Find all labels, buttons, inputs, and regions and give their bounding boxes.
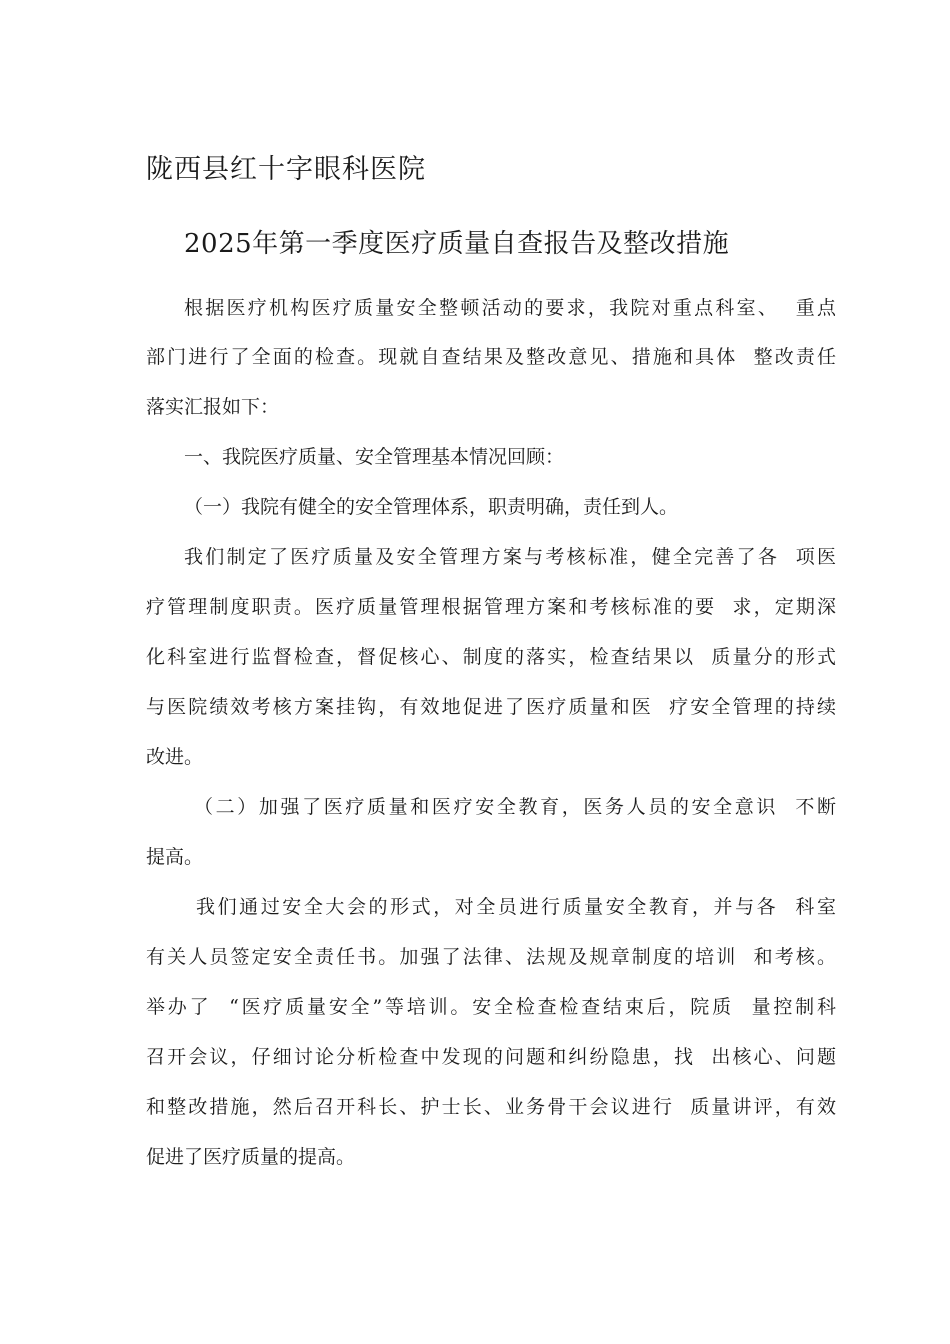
- section-heading: 一、我院医疗质量、安全管理基本情况回顾：: [184, 446, 565, 468]
- paragraph-line: 部门进行了全面的检查。现就自查结果及整改意见、措施和具体 整改责任: [146, 346, 836, 368]
- paragraph-line: 和整改措施，然后召开科长、护士长、业务骨干会议进行 质量讲评，有效: [146, 1096, 836, 1118]
- paragraph-line: 疗管理制度职责。医疗质量管理根据管理方案和考核标准的要 求，定期深: [146, 596, 836, 618]
- subsection-heading-continued: 提高。: [146, 846, 204, 868]
- paragraph-line: 召开会议，仔细讨论分析检查中发现的问题和纠纷隐患，找 出核心、问题: [146, 1046, 836, 1068]
- paragraph-line: 根据医疗机构医疗质量安全整顿活动的要求，我院对重点科室、 重点: [184, 297, 836, 319]
- paragraph-line: 改进。: [146, 746, 204, 768]
- paragraph-line: 化科室进行监督检查，督促核心、制度的落实，检查结果以 质量分的形式: [146, 646, 836, 668]
- paragraph-line: 我们通过安全大会的形式，对全员进行质量安全教育，并与各 科室: [196, 896, 836, 918]
- paragraph-line: 与医院绩效考核方案挂钩，有效地促进了医疗质量和医 疗安全管理的持续: [146, 696, 836, 718]
- subsection-heading: （二）加强了医疗质量和医疗安全教育，医务人员的安全意识 不断: [194, 796, 836, 818]
- organization-name: 陇西县红十字眼科医院: [146, 154, 426, 185]
- document-title: 2025年第一季度医疗质量自查报告及整改措施: [184, 229, 730, 259]
- paragraph-line: 我们制定了医疗质量及安全管理方案与考核标准，健全完善了各 项医: [184, 546, 836, 568]
- paragraph-line: 举办了 “医疗质量安全”等培训。安全检查检查结束后，院质 量控制科: [146, 996, 836, 1018]
- paragraph-line: 促进了医疗质量的提高。: [146, 1146, 356, 1168]
- paragraph-line: 有关人员签定安全责任书。加强了法律、法规及规章制度的培训 和考核。: [146, 946, 836, 968]
- subsection-heading: （一）我院有健全的安全管理体系，职责明确，责任到人。: [184, 496, 679, 518]
- paragraph-line: 落实汇报如下：: [146, 396, 280, 418]
